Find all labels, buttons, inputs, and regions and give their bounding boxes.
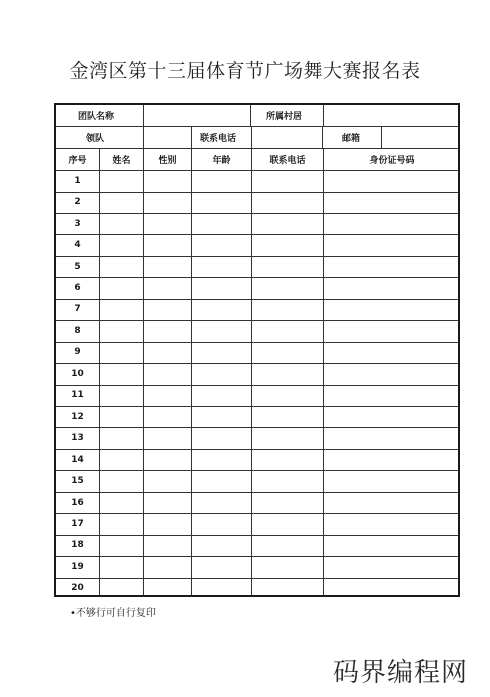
row-number: 6 (74, 283, 81, 294)
grid-line-horizontal (56, 256, 458, 257)
grid-line-vertical (143, 105, 144, 149)
grid-line-horizontal (56, 492, 458, 493)
grid-line-horizontal (56, 449, 458, 450)
col-header-phone: 联系电话 (269, 156, 306, 166)
col-header-id-number: 身份证号码 (369, 156, 415, 166)
grid-line-vertical (323, 149, 324, 595)
grid-line-horizontal (56, 213, 458, 214)
row-number: 17 (71, 518, 84, 529)
grid-line-horizontal (56, 234, 458, 235)
grid-line-horizontal (56, 299, 458, 300)
leader-field[interactable] (144, 127, 191, 148)
col-header-age: 年龄 (212, 156, 231, 166)
grid-line-horizontal (56, 277, 458, 278)
row-number: 16 (71, 497, 84, 508)
row-number: 14 (71, 454, 84, 465)
col-header-gender: 性别 (158, 156, 177, 166)
grid-line-horizontal (56, 385, 458, 386)
row-number: 9 (74, 347, 81, 358)
row-number: 19 (71, 561, 84, 572)
team-name-label: 团队名称 (78, 112, 115, 122)
site-watermark: 码界编程网 (332, 658, 468, 688)
grid-line-horizontal (56, 578, 458, 579)
row-number: 5 (74, 261, 81, 272)
grid-line-horizontal (56, 427, 458, 428)
row-number: 11 (71, 390, 84, 401)
grid-line-horizontal (56, 342, 458, 343)
grid-line-vertical (251, 127, 252, 149)
row-number: 18 (71, 540, 84, 551)
grid-line-vertical (250, 105, 251, 126)
grid-line-horizontal (56, 148, 458, 149)
col-header-name: 姓名 (112, 156, 131, 166)
header-phone-label: 联系电话 (200, 134, 237, 144)
grid-line-horizontal (56, 170, 458, 171)
row-number: 2 (74, 197, 81, 208)
grid-line-vertical (323, 105, 324, 126)
grid-line-horizontal (56, 126, 458, 127)
team-name-field[interactable] (144, 105, 250, 126)
row-number: 8 (74, 325, 81, 336)
grid-line-horizontal (56, 556, 458, 557)
grid-line-horizontal (56, 535, 458, 536)
grid-line-vertical (191, 127, 192, 149)
row-number: 12 (71, 411, 84, 422)
grid-line-vertical (191, 149, 192, 595)
email-field[interactable] (382, 127, 460, 148)
village-field[interactable] (324, 105, 460, 126)
email-label: 邮箱 (342, 134, 361, 144)
footnote: •不够行可自行复印 (70, 608, 156, 619)
grid-line-vertical (143, 149, 144, 595)
leader-label: 领队 (86, 134, 105, 144)
form-title: 金湾区第十三届体育节广场舞大赛报名表 (69, 60, 421, 82)
village-label: 所属村居 (266, 112, 303, 122)
grid-line-horizontal (56, 320, 458, 321)
row-number: 15 (71, 476, 84, 487)
grid-line-vertical (99, 149, 100, 595)
row-number: 1 (74, 175, 81, 186)
grid-line-vertical (251, 149, 252, 595)
row-number: 20 (71, 583, 84, 594)
row-number: 7 (74, 304, 81, 315)
grid-line-vertical (322, 127, 323, 149)
registration-form-table (54, 103, 460, 597)
header-phone-field[interactable] (252, 127, 322, 148)
row-number: 3 (74, 218, 81, 229)
col-header-index: 序号 (68, 156, 87, 166)
grid-line-vertical (381, 127, 382, 149)
grid-line-horizontal (56, 363, 458, 364)
row-number: 13 (71, 433, 84, 444)
grid-line-horizontal (56, 406, 458, 407)
grid-line-horizontal (56, 470, 458, 471)
row-number: 4 (74, 240, 81, 251)
grid-line-horizontal (56, 513, 458, 514)
row-number: 10 (71, 368, 84, 379)
grid-line-horizontal (56, 192, 458, 193)
